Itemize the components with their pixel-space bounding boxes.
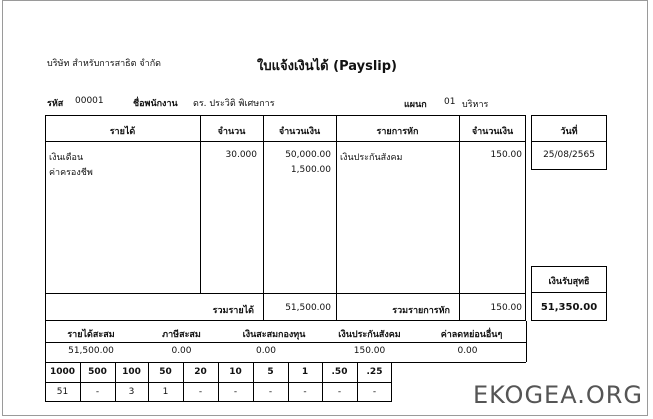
denom-label: 500: [88, 367, 107, 377]
income-item-amount: 50,000.00: [285, 150, 331, 160]
summary-value: 0.00: [457, 346, 478, 356]
date-label: วันที่: [560, 127, 578, 137]
col-divider-deduct: [336, 115, 337, 321]
col-header-deduct: รายการหัก: [376, 127, 419, 137]
col-divider-deduct-amount: [459, 115, 460, 321]
col-divider-qty: [200, 115, 201, 293]
date-value: 25/08/2565: [543, 150, 595, 160]
net-pay-value: 51,350.00: [540, 302, 598, 313]
denom-count: -: [337, 387, 342, 397]
table-total-divider: [45, 293, 526, 294]
denom-count: -: [303, 387, 307, 397]
income-item-label: ค่าครองชีพ: [49, 168, 93, 178]
summary-header: ค่าลดหย่อนอื่นๆ: [440, 330, 503, 340]
col-header-qty: จำนวน: [217, 127, 246, 137]
denom-label: 10: [229, 367, 242, 377]
employee-name: ดร. ประวิติ พิเศษการ: [193, 99, 275, 109]
summary-value: 51,500.00: [68, 346, 114, 356]
denom-count: -: [372, 387, 377, 397]
watermark: EKOGEA.ORG: [472, 381, 643, 409]
total-deduct-label: รวมรายการหัก: [392, 306, 450, 316]
summary-header: ภาษีสะสม: [162, 330, 201, 340]
total-deduct-value: 150.00: [490, 303, 522, 313]
company-name: บริษัท สำหรับการสาธิต จำกัด: [47, 59, 162, 69]
denom-count: 1: [162, 387, 169, 397]
employee-code-label: รหัส: [47, 99, 64, 109]
income-item-qty: 30.000: [225, 150, 257, 160]
deduct-item-amount: 150.00: [490, 150, 522, 160]
denom-count: -: [198, 387, 203, 397]
denom-count: -: [233, 387, 238, 397]
denom-label: 5: [267, 367, 274, 377]
denom-count: -: [268, 387, 273, 397]
summary-value: 0.00: [255, 346, 277, 356]
summary-value: 150.00: [353, 346, 386, 356]
summary-header: เงินสะสมกองทุน: [242, 330, 306, 340]
total-income-label: รวมรายได้: [212, 306, 254, 316]
denom-label: 20: [194, 367, 207, 377]
summary-header: เงินประกันสังคม: [338, 330, 401, 340]
col-divider-amount: [263, 115, 264, 321]
denom-label: .25: [366, 367, 383, 377]
summary-right-border: [526, 321, 527, 362]
denom-count: 51: [56, 387, 69, 397]
denom-label: 1: [301, 367, 309, 377]
payslip-title: ใบแจ้งเงินได้ (Payslip): [257, 59, 397, 74]
total-income-value: 51,500.00: [285, 303, 331, 313]
denom-label: 50: [159, 367, 172, 377]
summary-divider: [45, 342, 526, 343]
denom-count: -: [95, 387, 100, 397]
col-header-amount: จำนวนเงิน: [278, 127, 321, 137]
net-pay-divider: [531, 292, 607, 293]
table-header-divider: [45, 141, 526, 142]
summary-header: รายได้สะสม: [67, 330, 115, 340]
employee-code: 00001: [75, 96, 104, 106]
employee-name-label: ชื่อพนักงาน: [133, 99, 178, 109]
department-code: 01: [444, 97, 456, 107]
col-header-deduct-amount: จำนวนเงิน: [471, 127, 514, 137]
denom-count: 3: [128, 387, 135, 397]
net-pay-label: เงินรับสุทธิ: [548, 277, 590, 287]
denom-label: 100: [122, 367, 141, 377]
col-header-income: รายได้: [109, 127, 136, 137]
date-box-divider: [531, 141, 607, 142]
department-label: แผนก: [404, 100, 427, 110]
denom-label: .50: [331, 367, 348, 377]
denom-label: 1000: [49, 367, 76, 377]
deduct-item-label: เงินประกันสังคม: [340, 153, 403, 163]
department-name: บริหาร: [462, 100, 489, 110]
income-item-label: เงินเดือน: [49, 153, 84, 163]
summary-value: 0.00: [171, 346, 192, 356]
income-deduction-table: [45, 115, 526, 321]
income-item-amount: 1,500.00: [290, 165, 331, 175]
